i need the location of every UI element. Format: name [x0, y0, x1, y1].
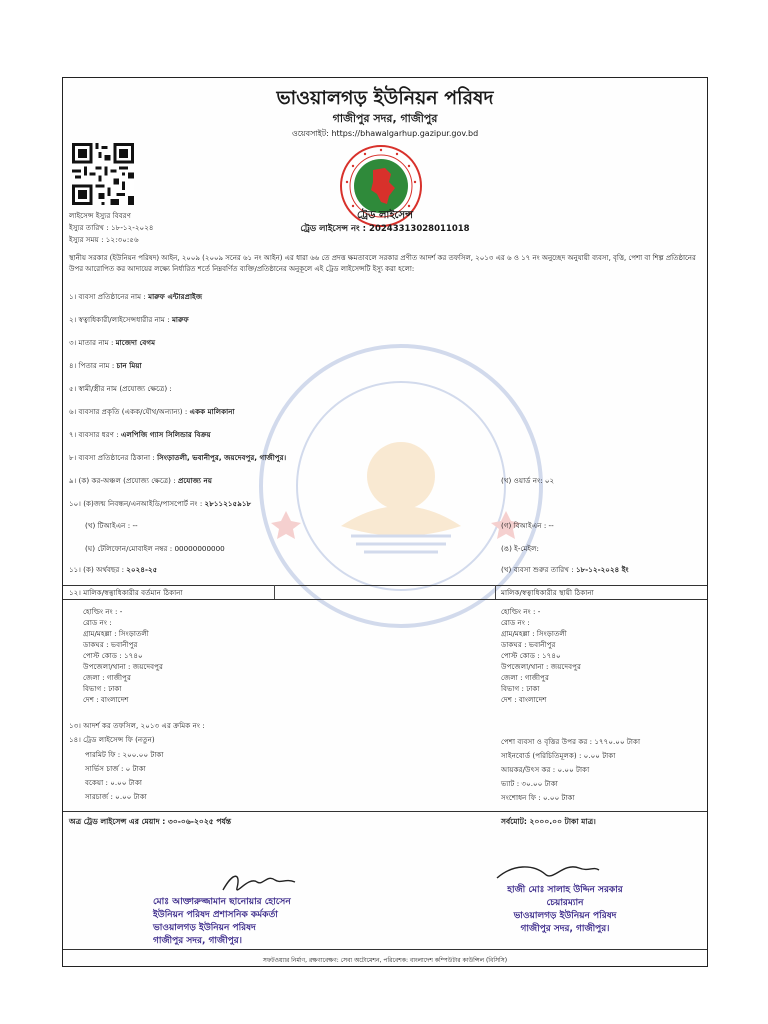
- fee-item: সারচার্জ : ০.০০ টাকা: [85, 792, 147, 801]
- council-location: গাজীপুর সদর, গাজীপুর: [332, 112, 438, 125]
- field-spouse-name: [69, 384, 172, 396]
- license-validity: অত্র ট্রেড লাইসেন্স এর মেয়াদ : ৩০-০৬-২০২৫ পর্যন্ত: [69, 817, 232, 826]
- qr-code-icon: [69, 143, 137, 205]
- address-line: রোড নং :: [501, 618, 530, 627]
- field-tax-zone: [69, 476, 212, 488]
- field-label: (খ) ব্যবসা শুরুর তারিখ :: [501, 565, 574, 574]
- administrative-officer-stamp: [153, 896, 291, 948]
- tax-schedule: ১৩। আদর্শ কর তফসিল, ২০১৩ এর ক্রমিক নং :: [69, 721, 205, 730]
- divider: [274, 585, 275, 599]
- address-line: পোস্ট কোড : ১৭৪০: [501, 651, 561, 660]
- chairman-stamp: [475, 884, 655, 936]
- field-value: এলপিজি গ্যাস সিলিন্ডার বিক্রয়: [121, 430, 211, 439]
- field-nid: [69, 499, 251, 511]
- fee-item: পারমিট ফি : ২০০.০০ টাকা: [85, 750, 164, 759]
- fee-item: পেশা ব্যবসা ও বৃত্তির উপর কর : ১৭৭০.০০ টাকা: [501, 737, 641, 746]
- field-value: ১৮-১২-২০২৪ ইং: [575, 565, 629, 574]
- field-bin: (গ) বিআইএন : --: [501, 521, 554, 530]
- fee-item: আয়কর/উৎস কর : ০.০০ টাকা: [501, 765, 590, 774]
- field-value: 00000000000: [174, 544, 225, 553]
- address-line: দেশ : বাংলাদেশ: [83, 695, 129, 704]
- address-line: গ্রাম/মহল্লা : সিংড়াতলী: [501, 629, 567, 638]
- trade-license-document: [62, 77, 708, 967]
- fee-list-right: [501, 735, 640, 805]
- field-father-name: [69, 361, 142, 373]
- address-line: হোল্ডিং নং : -: [501, 607, 541, 616]
- divider: [495, 585, 496, 599]
- license-title: ট্রেড লাইসেন্স: [356, 210, 414, 221]
- fee-item: ভ্যাট : ৩০.০০ টাকা: [501, 779, 558, 788]
- council-name: ভাওয়ালগড় ইউনিয়ন পরিষদ: [276, 87, 494, 109]
- field-business-nature: [69, 407, 235, 419]
- fee-item: বকেয়া : ০.০০ টাকা: [85, 778, 142, 787]
- field-label: ৩। মাতার নাম :: [69, 338, 114, 347]
- fee-title: ১৪। ট্রেড লাইসেন্স ফি (নতুন): [69, 735, 155, 744]
- fee-list-left: [85, 748, 164, 804]
- present-address-title: ১২। মালিক/স্বত্বাধিকারীর বর্তমান ঠিকানা: [69, 588, 183, 597]
- field-value: ২৮১১২১৫৯১৮: [204, 499, 252, 508]
- administrative-officer-signature-icon: [219, 868, 299, 898]
- field-ward-number: (খ) ওয়ার্ড নং: ০২: [501, 476, 555, 485]
- signatory-name: হাজী মোঃ সালাহ উদ্দিন সরকার: [507, 885, 623, 895]
- fee-item: সংশোধন ফি : ০.০০ টাকা: [501, 793, 575, 802]
- field-label: ৯। (ক) কর-অঞ্চল (প্রযোজ্য ক্ষেত্রে) :: [69, 476, 176, 485]
- field-value: সিংড়াতলী, ভবানীপুর, জয়দেবপুর, গাজীপুর।: [157, 453, 287, 462]
- address-line: গ্রাম/মহল্লা : সিংড়াতলী: [83, 629, 149, 638]
- signatory-office: ভাওয়ালগড় ইউনিয়ন পরিষদ: [513, 911, 617, 921]
- field-email: (ঙ) ই-মেইল:: [501, 544, 539, 553]
- issue-date: ইস্যুর তারিখ : ১৮-১২-২০২৪: [69, 223, 154, 232]
- field-label: ৫। স্বামী/স্ত্রীর নাম (প্রযোজ্য ক্ষেত্রে) :: [69, 384, 172, 393]
- fee-item: সার্ভিস চার্জ : ০ টাকা: [85, 764, 146, 773]
- software-credit-footer: সফটওয়্যার নির্মাণ, রক্ষণাবেক্ষণ: সেবা অটোমেশন, পরিবেশক: বাংলাদেশ কম্পিউটার কাউন্সিল (বিসিসি): [262, 957, 508, 964]
- field-label: ৪। পিতার নাম :: [69, 361, 115, 370]
- signatory-address: গাজীপুর সদর, গাজীপুর।: [153, 936, 242, 946]
- field-fiscal-year: [69, 565, 157, 577]
- address-line: ডাকঘর : ভবানীপুর: [501, 640, 556, 649]
- address-line: দেশ : বাংলাদেশ: [501, 695, 547, 704]
- field-value: একক মালিকানা: [189, 407, 235, 416]
- divider: [63, 949, 707, 950]
- field-label: ২। স্বত্বাধিকারী/লাইসেন্সধারীর নাম :: [69, 315, 170, 324]
- field-owner-name: [69, 315, 189, 327]
- address-line: বিভাগ : ঢাকা: [83, 684, 122, 693]
- field-business-name: [69, 292, 202, 304]
- field-value: চান মিয়া: [116, 361, 142, 370]
- field-value: ২০২৪-২৫: [126, 565, 158, 574]
- field-label: (ঘ) টেলিফোন/মোবাইল নম্বর :: [85, 544, 173, 553]
- field-label: ৭। ব্যবসার ধরণ :: [69, 430, 119, 439]
- council-website: ওয়েবসাইট: https://bhawalgarhup.gazipur.gov.bd: [291, 129, 479, 138]
- address-line: জেলা : গাজীপুর: [83, 673, 131, 682]
- field-business-address: [69, 453, 286, 465]
- field-value: প্রযোজ্য নয়: [177, 476, 212, 485]
- address-line: বিভাগ : ঢাকা: [501, 684, 540, 693]
- address-line: পোস্ট কোড : ১৭৪০: [83, 651, 143, 660]
- field-tin: (খ) টিআইএন : --: [85, 521, 138, 530]
- signatory-address: গাজীপুর সদর, গাজীপুর।: [520, 924, 610, 934]
- address-line: উপজেলা/থানা : জয়দেবপুর: [501, 662, 581, 671]
- field-value: মারুফ: [171, 315, 189, 324]
- address-line: ডাকঘর : ভবানীপুর: [83, 640, 138, 649]
- issue-info-label: লাইসেন্স ইস্যুর বিবরণ: [69, 211, 131, 220]
- divider: [63, 811, 707, 812]
- divider: [63, 599, 707, 600]
- field-mother-name: [69, 338, 155, 350]
- fee-item: সাইনবোর্ড (পরিচিতিমূলক) : ০.০০ টাকা: [501, 751, 616, 760]
- signatory-office: ভাওয়ালগড় ইউনিয়ন পরিষদ: [153, 923, 256, 933]
- signatory-name: মোঃ আক্তারুজ্জামান ছানোয়ার হোসেন: [153, 897, 291, 907]
- field-label: ৮। ব্যবসা প্রতিষ্ঠানের ঠিকানা :: [69, 453, 155, 462]
- issue-time: ইস্যুর সময় : ১২:৩০:৫৬: [69, 235, 139, 244]
- field-label: ১১। (ক) অর্থবছর :: [69, 565, 124, 574]
- field-value: মাজেদা বেগম: [115, 338, 156, 347]
- field-business-type: [69, 430, 211, 442]
- license-number: ট্রেড লাইসেন্স নং : 20243313028011018: [300, 224, 470, 234]
- address-line: জেলা : গাজীপুর: [501, 673, 549, 682]
- address-line: হোল্ডিং নং : -: [83, 607, 123, 616]
- field-label: ৬। ব্যবসার প্রকৃতি (একক/যৌথ/অন্যান্য) :: [69, 407, 188, 416]
- field-label: ১০। (ক)জন্ম নিবন্ধন/এনআইডি/পাসপোর্ট নং :: [69, 499, 203, 508]
- signatory-designation: চেয়ারম্যান: [546, 898, 584, 908]
- field-business-start: [501, 565, 629, 577]
- divider: [63, 585, 707, 586]
- present-address-list: [83, 606, 163, 705]
- field-label: ১। ব্যবসা প্রতিষ্ঠানের নাম :: [69, 292, 146, 301]
- signatory-designation: ইউনিয়ন পরিষদ প্রশাসনিক কর্মকর্তা: [153, 910, 278, 920]
- total-amount: সর্বমোট: ২০০০.০০ টাকা মাত্র।: [501, 817, 596, 826]
- permanent-address-title: মালিক/স্বত্বাধিকারীর স্থায়ী ঠিকানা: [501, 588, 594, 597]
- field-phone: [85, 544, 225, 556]
- field-value: মারুফ এন্টারপ্রাইজ: [148, 292, 203, 301]
- address-line: রোড নং :: [83, 618, 112, 627]
- intro-paragraph: স্থানীয় সরকার (ইউনিয়ন পরিষদ) আইন, ২০০৯ (২০০৯ সনের ৬১ নং আইন) এর ধারা ৬৬ তে প্রদত্ত ক্ষমতাবলে সরকার প্রণীত আদর্শ কর তফসিল, ২০১৩ এর ৬ ও ১৭ নং অনুচ্ছেদ অনুযায়ী ব্যবসা, বৃত্তি, পেশা বা শিল্প প্রতিষ্ঠানের উপর আরোপিত কর আদায়ের লক্ষ্যে নির্ধারিত শর্তে নিম্নবর্ণিত ব্যক্তি/প্রতিষ্ঠানের অনুকূলে এই ট্রেড লাইসেন্সটি ইস্যু করা হলো:: [69, 254, 696, 273]
- permanent-address-list: [501, 606, 581, 705]
- address-line: উপজেলা/থানা : জয়দেবপুর: [83, 662, 163, 671]
